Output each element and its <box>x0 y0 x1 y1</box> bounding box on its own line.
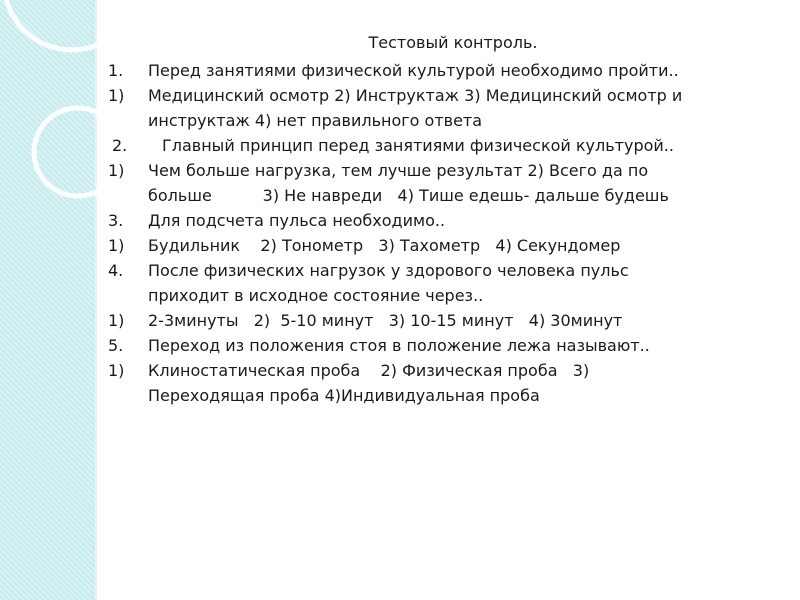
item-line: приходит в исходное состояние через.. <box>148 286 484 305</box>
item-line: Клиностатическая проба 2) Физическая проба 3) <box>148 361 590 380</box>
item-text <box>148 83 788 133</box>
item-number: 1) <box>108 311 125 330</box>
item-line: После физических нагрузок у здорового человека пульс <box>148 261 629 280</box>
question-5 <box>108 333 788 358</box>
item-text <box>148 158 788 208</box>
item-line: Медицинский осмотр 2) Инструктаж 3) Медицинский осмотр и <box>148 86 683 105</box>
item-number: 1) <box>108 236 125 255</box>
item-line: инструктаж 4) нет правильного ответа <box>148 111 483 130</box>
item-text: Будильник 2) Тонометр 3) Тахометр 4) Секундомер <box>148 236 621 255</box>
answers-4 <box>108 308 788 333</box>
item-text: Перед занятиями физической культурой необходимо пройти.. <box>148 61 679 80</box>
item-line: Чем больше нагрузка, тем лучше результат 2) Всего да по <box>148 161 649 180</box>
slide-title: Тестовый контроль. <box>368 33 538 52</box>
item-number: 1) <box>108 161 125 180</box>
item-text: Переход из положения стоя в положение лежа называют.. <box>148 336 650 355</box>
item-number: 1) <box>108 86 125 105</box>
question-3 <box>108 208 788 233</box>
answers-2 <box>108 158 788 208</box>
item-number: 1. <box>108 61 124 80</box>
item-number: 4. <box>108 261 124 280</box>
item-text: Главный принцип перед занятиями физической культурой.. <box>162 136 674 155</box>
answers-5 <box>108 358 788 408</box>
question-2 <box>108 133 788 158</box>
item-line: Переходящая проба 4)Индивидуальная проба <box>148 386 540 405</box>
item-number: 2. <box>112 136 128 155</box>
slide-content <box>108 30 788 408</box>
item-number: 5. <box>108 336 124 355</box>
item-line: больше 3) Не навреди 4) Тише едешь- дальше будешь <box>148 186 669 205</box>
question-4 <box>108 258 788 308</box>
item-text <box>148 258 788 308</box>
item-number: 3. <box>108 211 124 230</box>
answers-1 <box>108 83 788 133</box>
question-1 <box>108 58 788 83</box>
item-number: 1) <box>108 361 125 380</box>
item-text <box>148 358 788 408</box>
item-text: Для подсчета пульса необходимо.. <box>148 211 446 230</box>
item-text: 2-3минуты 2) 5-10 минут 3) 10-15 минут 4) 30минут <box>148 311 623 330</box>
answers-3 <box>108 233 788 258</box>
